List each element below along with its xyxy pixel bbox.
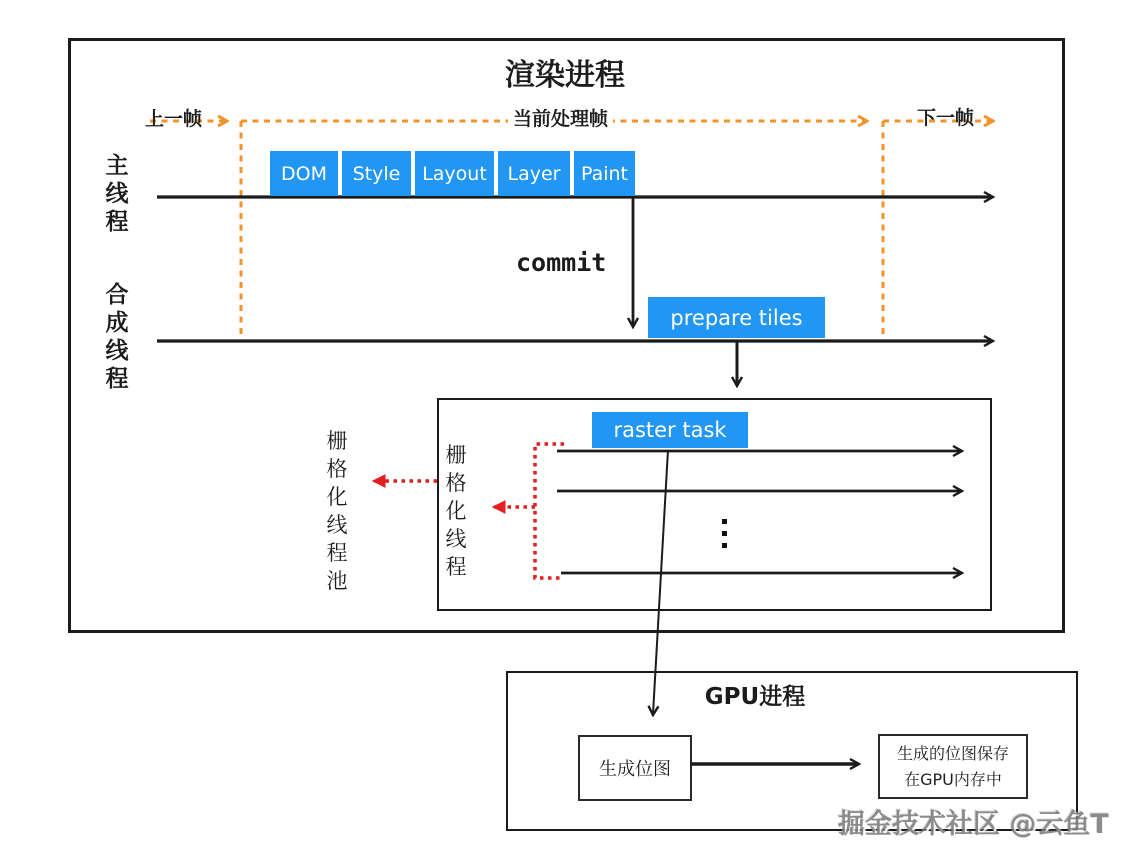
prev-frame-label: 上一帧 <box>145 108 203 130</box>
next-frame-label: 下一帧 <box>917 107 975 129</box>
pipeline-stage-layout: Layout <box>415 151 494 196</box>
gpu-process-title: GPU进程 <box>704 684 806 710</box>
pipeline-stage-paint: Paint <box>574 151 635 196</box>
render-process-title: 渲染进程 <box>505 58 625 93</box>
bitmap-memory-text <box>897 741 1009 792</box>
compositor-thread-label: 合成线程 <box>105 282 129 392</box>
bitmap-memory-line1: 生成的位图保存 <box>896 743 1009 763</box>
pipeline-stage-layer: Layer <box>498 151 570 196</box>
watermark: 掘金技术社区 @云鱼T <box>838 809 1109 840</box>
commit-label: commit <box>516 248 607 277</box>
current-frame-label: 当前处理帧 <box>508 104 613 131</box>
generate-bitmap-box: 生成位图 <box>578 735 692 801</box>
main-thread-label: 主线程 <box>105 153 129 235</box>
prepare-tiles-box: prepare tiles <box>648 297 825 338</box>
raster-thread-pool-label: 栅格化线程池 <box>326 429 348 593</box>
raster-thread-label: 栅格化线程 <box>445 443 467 579</box>
pipeline-stage-style: Style <box>342 151 411 196</box>
bitmap-memory-box <box>878 734 1028 799</box>
raster-task-box: raster task <box>592 412 748 448</box>
pipeline-stage-dom: DOM <box>270 151 338 196</box>
bitmap-memory-line2: 在GPU内存中 <box>904 769 1002 789</box>
more-threads-ellipsis-icon <box>722 519 727 548</box>
